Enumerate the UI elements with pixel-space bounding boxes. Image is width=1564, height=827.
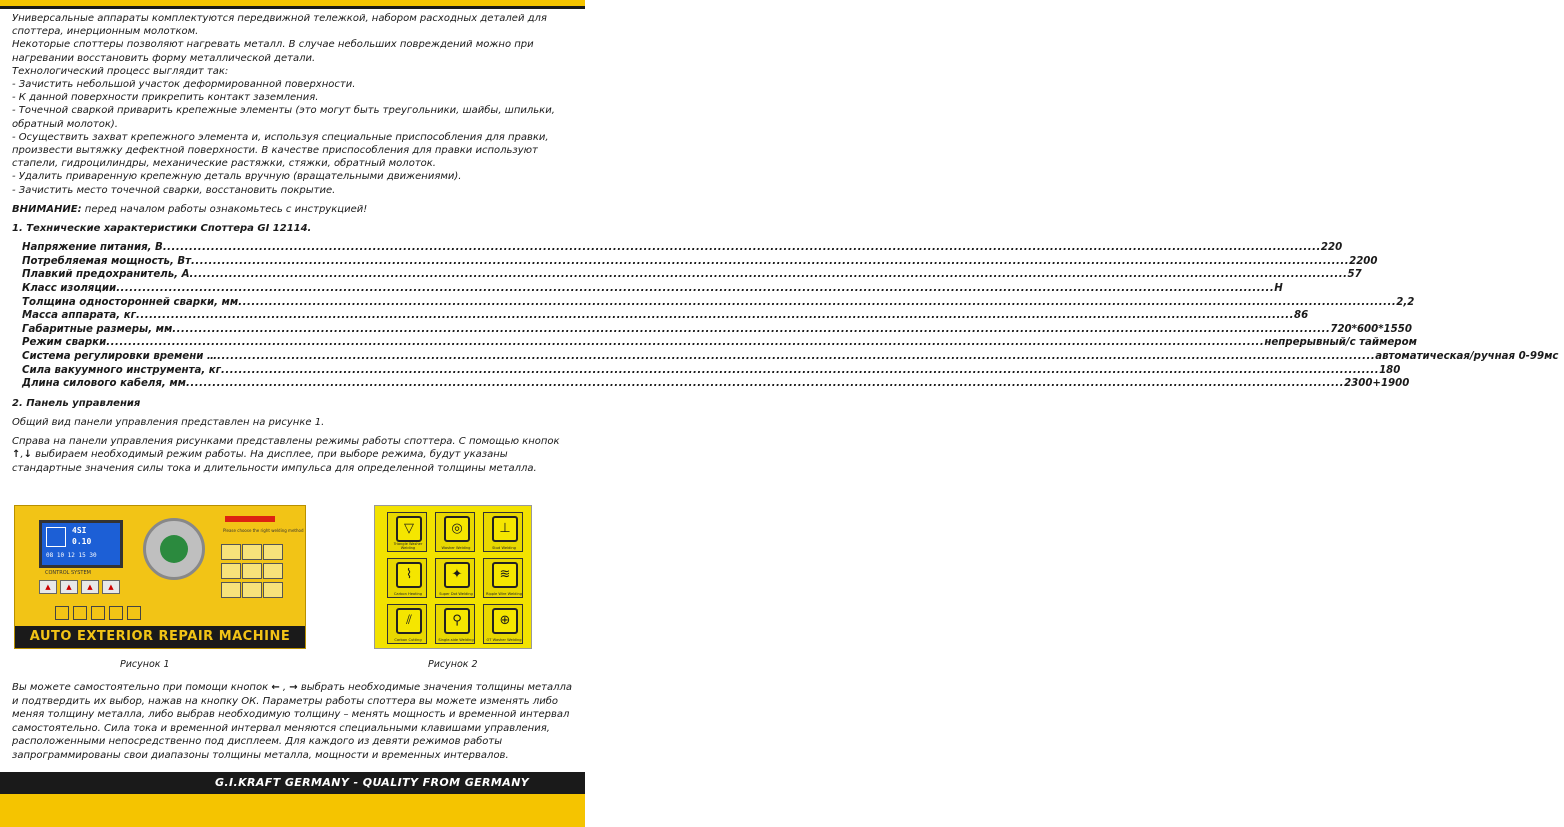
arrow-separator: ,: [279, 682, 290, 693]
spec-value: 86: [1294, 310, 1309, 322]
ripple-wire-icon: ≋: [492, 562, 518, 588]
super-dot-icon: ✦: [444, 562, 470, 588]
spec-label: Режим сварки: [22, 337, 107, 349]
mode-label: Carbon Heating: [393, 592, 423, 596]
spec-value: 2200: [1349, 255, 1378, 267]
figure1-caption: Рисунок 1: [120, 659, 170, 670]
warning-text: перед началом работы ознакомьтесь с инструкцией!: [81, 203, 368, 215]
warning-icon: [55, 606, 69, 620]
spec-label: Напряжение питания, В: [22, 242, 163, 254]
knob-logo-icon: [160, 535, 188, 563]
warning-symbols: [55, 606, 141, 620]
footer-yellow-band: [0, 794, 585, 827]
choose-method-text: Please choose the right welding method: [223, 528, 304, 533]
section2-text-end: выбираем необходимый режим работы. На дисплее, при выборе режима, будут указаны стандартные значения силы тока и длительности импульса для определенной толщины металла.: [12, 449, 537, 474]
spec-row: [22, 377, 1410, 391]
footer-slogan: G.I.KRAFT GERMANY - QUALITY FROM GERMANY: [215, 776, 530, 789]
spec-row: [22, 296, 1415, 310]
spec-value: Н: [1274, 283, 1283, 295]
warning-icon: [91, 606, 105, 620]
spec-dots: .........................................................................................................................................................................................................................................................................: [162, 242, 1321, 254]
warning-line: [12, 203, 577, 216]
stud-icon: ⊥: [492, 516, 518, 542]
mode-tile: [483, 558, 523, 598]
spec-value: 2,2: [1396, 296, 1415, 308]
arrow-separator: ,: [20, 449, 24, 461]
lcd-line-2: 0.10: [72, 537, 92, 546]
spec-dots: .........................................................................................................................................................................................................................................................................: [189, 269, 1348, 281]
step-item: - Точечной сваркой приварить крепежные элементы (это могут быть треугольники, шайбы, шпильки, обратный молоток).: [12, 105, 555, 130]
control-buttons: [39, 580, 120, 594]
spec-dots: .........................................................................................................................................................................................................................................................................: [238, 296, 1397, 308]
spec-row: [22, 323, 1412, 337]
spec-row: [22, 336, 1417, 350]
washer-icon: ◎: [444, 516, 470, 542]
spec-row: [22, 255, 1378, 269]
control-button-icon: ▲: [39, 580, 57, 594]
bottom-text-end: выбрать необходимые значения толщины металла и подтвердить их выбор, нажав на кнопку ОК. Параметры работы споттера вы можете изменять либо меняя толщину металла, либо выбрав необходимую толщину – менять мощность и временной интервал самостоятельно. Сила тока и временной интервал меняются специальными клавишами управления, расположенными непосредственно под дисплеем. Для каждого из девяти режимов работы запрограммированы свои диапазоны толщины металла, мощности и временных интервалов.: [12, 682, 573, 761]
lcd-line-1: 4SI: [72, 526, 87, 535]
spec-row: [22, 364, 1401, 378]
mode-knob: [143, 518, 205, 580]
mode-icon: [221, 582, 241, 598]
spec-dots: .........................................................................................................................................................................................................................................................................: [221, 364, 1380, 376]
triangle-washer-icon: ▽: [396, 516, 422, 542]
welding-modes-figure: [374, 505, 532, 649]
section2-heading: 2. Панель управления: [12, 397, 141, 409]
mode-tile: [387, 512, 427, 552]
mode-icon: [242, 563, 262, 579]
mode-label: Triangle Washer Welding: [393, 542, 423, 550]
spec-label: Плавкий предохранитель, А: [22, 269, 190, 281]
spec-value: непрерывный/с таймером: [1264, 337, 1417, 349]
spec-label: Сила вакуумного инструмента, кг: [22, 364, 222, 376]
arrow-right-icon: →: [289, 682, 298, 693]
spec-row: [22, 268, 1362, 282]
warning-icon: [127, 606, 141, 620]
mode-label: Single-side Welding: [438, 638, 474, 642]
step-item: - Зачистить небольшой участок деформированной поверхности.: [12, 79, 356, 91]
spec-dots: .........................................................................................................................................................................................................................................................................: [116, 283, 1275, 295]
step-item: - Осуществить захват крепежного элемента и, используя специальные приспособления для правки, произвести вытяжку дефектной поверхности. В качестве приспособления для правки используют стапели, гидроцилиндры, механические растяжки, стяжки, обратный молоток.: [12, 131, 549, 170]
control-button-icon: ▲: [60, 580, 78, 594]
mode-icon: [242, 544, 262, 560]
step-item: - Зачистить место точечной сварки, восстановить покрытие.: [12, 184, 336, 196]
weld-mode-icon: [46, 527, 66, 547]
mode-tile: [387, 604, 427, 644]
section2-paragraph-2: [12, 435, 577, 475]
spec-row: [22, 241, 1343, 255]
bottom-text: [12, 681, 574, 763]
control-button-icon: ▲: [102, 580, 120, 594]
spec-label: Класс изоляции: [22, 283, 117, 295]
spec-dots: .........................................................................................................................................................................................................................................................................: [191, 255, 1350, 267]
figures-row: [14, 505, 574, 650]
spec-dots: .........................................................................................................................................................................................................................................................................: [172, 323, 1331, 335]
section1-heading: 1. Технические характеристики Споттера GI 12114.: [12, 223, 312, 235]
mode-tile: [435, 604, 475, 644]
spec-label: Потребляемая мощность, Вт: [22, 255, 192, 267]
bottom-text-start: Вы можете самостоятельно при помощи кнопок: [12, 682, 272, 693]
intro-paragraph-3: Технологический процесс выглядит так:: [12, 65, 229, 77]
warning-icon: [109, 606, 123, 620]
spec-label: Толщина односторонней сварки, мм: [22, 296, 239, 308]
step-item: - К данной поверхности прикрепить контакт заземления.: [12, 92, 319, 104]
spec-row: [22, 282, 1283, 296]
mode-tile: [387, 558, 427, 598]
document-body: [12, 12, 1559, 475]
section2-paragraph-1: Общий вид панели управления представлен на рисунке 1.: [12, 416, 325, 428]
spec-label: Габаритные размеры, мм: [22, 323, 173, 335]
spec-dots: .........................................................................................................................................................................................................................................................................: [106, 337, 1265, 349]
spec-label: Длина силового кабеля, мм: [22, 378, 186, 390]
mode-label: Super Dot Welding: [439, 592, 473, 596]
mode-icon-grid: [221, 544, 281, 598]
spec-value: 720*600*1550: [1330, 323, 1412, 335]
mode-tile: [483, 604, 523, 644]
step-item: - Удалить приваренную крепежную деталь вручную (вращательными движениями).: [12, 171, 462, 183]
mode-label: Ripple Wire Welding: [485, 592, 523, 596]
arrow-up-icon: ↑: [12, 449, 21, 461]
top-black-line: [0, 6, 585, 9]
mode-icon: [263, 544, 283, 560]
carbon-cutting-icon: ⫽: [396, 608, 422, 634]
mode-label: OT Washer Welding: [486, 638, 522, 642]
warning-icon: [73, 606, 87, 620]
arrow-left-icon: ←: [271, 682, 280, 693]
mode-label: Washer Welding: [441, 546, 471, 550]
control-system-label: CONTROL SYSTEM: [45, 570, 91, 576]
process-steps: [12, 78, 577, 197]
spec-label: Масса аппарата, кг: [22, 310, 136, 322]
spec-table: [22, 241, 1559, 391]
mode-icon: [263, 582, 283, 598]
single-side-icon: ⚲: [444, 608, 470, 634]
spec-row: [22, 350, 1559, 364]
mode-tile: [483, 512, 523, 552]
mode-tile: [435, 512, 475, 552]
spec-row: [22, 309, 1309, 323]
carbon-heating-icon: ⌇: [396, 562, 422, 588]
machine-title: AUTO EXTERIOR REPAIR MACHINE: [15, 626, 305, 648]
spec-dots: .........................................................................................................................................................................................................................................................................: [217, 351, 1376, 362]
spec-dots: .........................................................................................................................................................................................................................................................................: [185, 378, 1345, 390]
spec-value: 180: [1379, 364, 1401, 376]
spec-value: 57: [1347, 269, 1362, 281]
figure2-caption: Рисунок 2: [428, 659, 478, 670]
warning-label: ВНИМАНИЕ:: [12, 203, 82, 215]
mode-icon: [221, 563, 241, 579]
mode-icon: [242, 582, 262, 598]
control-panel-figure: [14, 505, 306, 649]
spec-value: 2300+1900: [1344, 378, 1410, 390]
ot-washer-icon: ⊕: [492, 608, 518, 634]
intro-paragraph-2: Некоторые споттеры позволяют нагревать металл. В случае небольших повреждений можно при нагревании восстановить форму металлической детали.: [12, 39, 534, 64]
lcd-display: [39, 520, 123, 568]
mode-label: Carbon Cutting: [394, 638, 422, 642]
spec-dots: .........................................................................................................................................................................................................................................................................: [135, 310, 1295, 322]
spec-label: Система регулировки времени …: [22, 351, 218, 362]
section2-text-start: Справа на панели управления рисунками представлены режимы работы споттера. С помощью кнопок: [12, 436, 560, 448]
mode-label: Stud Welding: [492, 546, 516, 550]
bottom-paragraph: [12, 681, 574, 763]
control-button-icon: ▲: [81, 580, 99, 594]
spec-value: 220: [1320, 242, 1343, 254]
mode-tile: [435, 558, 475, 598]
mode-icon: [263, 563, 283, 579]
welding-modes-grid: [387, 512, 523, 644]
arrow-down-icon: ↓: [23, 449, 32, 461]
mode-icon: [221, 544, 241, 560]
red-strip: [225, 516, 275, 522]
spec-value: автоматическая/ручная 0-99мс: [1375, 351, 1559, 362]
lcd-line-3: 08 10 12 15 30: [46, 552, 97, 559]
intro-paragraph-1: Универсальные аппараты комплектуются передвижной тележкой, набором расходных деталей для споттера, инерционным молотком.: [12, 13, 547, 38]
